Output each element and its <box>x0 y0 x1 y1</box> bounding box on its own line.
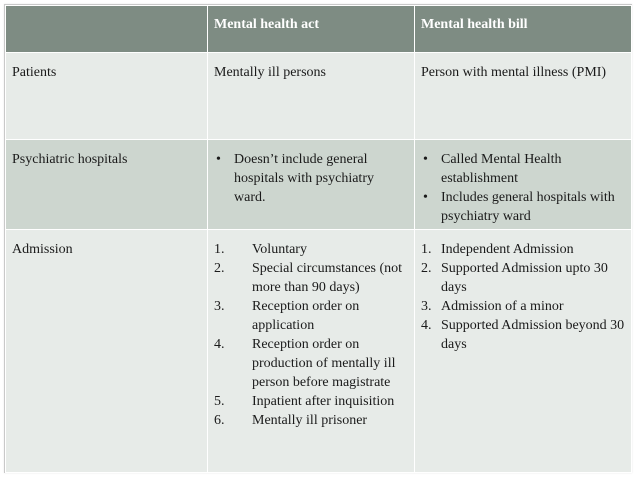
cell-patients-act: Mentally ill persons <box>208 53 415 140</box>
table-header-row <box>6 6 632 53</box>
list-item: 2. Supported Admission upto 30 days <box>421 261 608 295</box>
header-empty-cell <box>6 6 208 53</box>
list-item: 6. Mentally ill prisoner <box>214 413 368 428</box>
list-item: • Doesn’t include general hospitals with psychiatry ward. <box>214 150 408 207</box>
list-item: 1. Voluntary <box>214 242 307 257</box>
list-item: 2. Special circumstances (not more than 90 days) <box>214 261 403 295</box>
cell-admission-bill <box>415 230 632 473</box>
cell-hospitals-act <box>208 140 415 230</box>
cell-admission-act <box>208 230 415 473</box>
list-item: 3. Reception order on application <box>214 299 360 333</box>
list-item: 3. Admission of a minor <box>421 299 564 314</box>
table-row <box>6 53 632 140</box>
row-label-patients: Patients <box>6 53 208 140</box>
list-item: 5. Inpatient after inquisition <box>214 394 395 409</box>
list-item: • Includes general hospitals with psychiatry ward <box>421 188 625 226</box>
row-label-psychiatric-hospitals: Psychiatric hospitals <box>6 140 208 230</box>
row-label-admission: Admission <box>6 230 208 473</box>
slide-frame <box>4 4 632 473</box>
list-item: 1. Independent Admission <box>421 242 574 257</box>
table-row <box>6 230 632 473</box>
table-row <box>6 140 632 230</box>
cell-patients-bill: Person with mental illness (PMI) <box>415 53 632 140</box>
list-item: 4. Reception order on production of mentally ill person before magistrate <box>214 337 396 390</box>
cell-hospitals-bill <box>415 140 632 230</box>
comparison-table <box>5 5 632 473</box>
list-item: 4. Supported Admission beyond 30 days <box>421 318 625 352</box>
header-mental-health-act: Mental health act <box>208 6 415 53</box>
list-item: • Called Mental Health establishment <box>421 150 625 188</box>
header-mental-health-bill: Mental health bill <box>415 6 632 53</box>
